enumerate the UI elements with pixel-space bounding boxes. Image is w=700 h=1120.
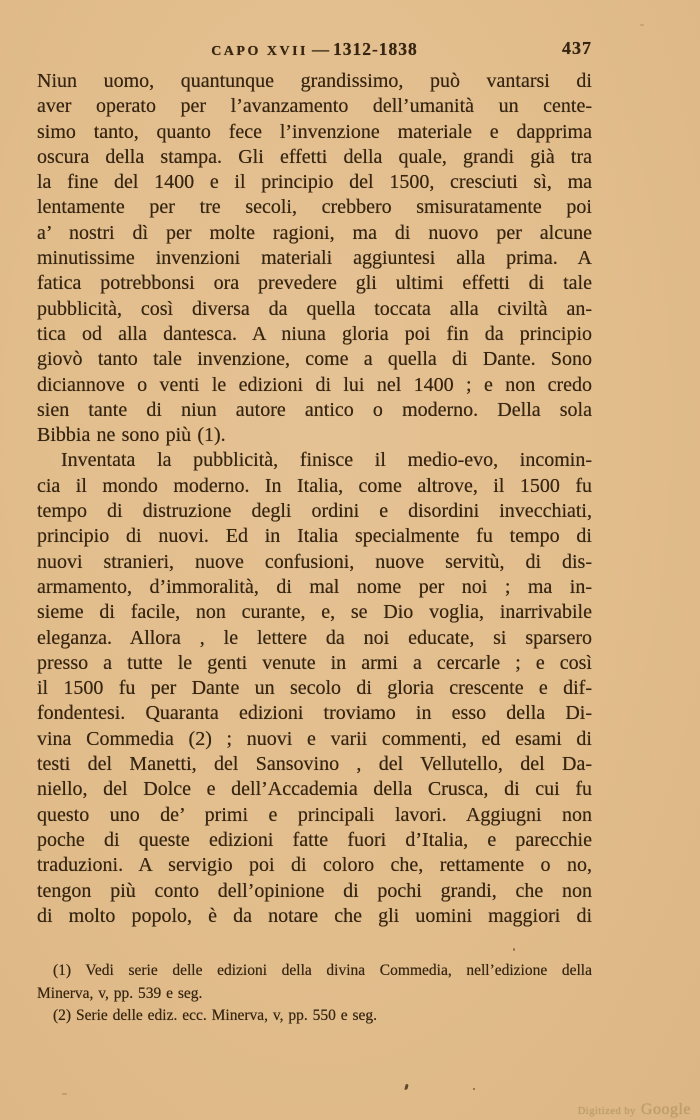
text-line: sien tante di niun autore antico o moderno. Della sola bbox=[37, 398, 592, 421]
text-line: oscura della stampa. Gli effetti della quale, grandi già tra bbox=[37, 145, 592, 168]
text-line: a’ nostri dì per molte ragioni, ma di nuovo per alcune bbox=[37, 221, 592, 244]
google-watermark bbox=[578, 1101, 691, 1119]
text-line: Minerva, v, pp. 539 e seg. bbox=[37, 984, 203, 1002]
running-title-separator: — bbox=[311, 40, 329, 59]
text-line: aver operato per l’avanzamento dell’umanità un cente- bbox=[37, 95, 592, 118]
body-text bbox=[37, 69, 592, 929]
text-line: la fine del 1400 e il principio del 1500, cresciuti sì, ma bbox=[37, 171, 592, 194]
text-line: pubblicità, così diversa da quella toccata alla civiltà an- bbox=[37, 297, 592, 320]
running-title-chapter: CAPO XVII bbox=[211, 44, 308, 59]
text-line: il 1500 fu per Dante un secolo di gloria crescente e dif- bbox=[37, 677, 592, 700]
watermark-brand: Google bbox=[640, 1101, 691, 1118]
text-line: simo tanto, quanto fece l’invenzione materiale e dapprima bbox=[37, 120, 592, 143]
page-number: 437 bbox=[562, 38, 592, 58]
text-line: traduzioni. A servigio poi di coloro che, rettamente o no, bbox=[37, 854, 592, 877]
ink-speck bbox=[62, 1093, 67, 1095]
ink-speck bbox=[473, 1088, 475, 1090]
footnotes bbox=[37, 960, 592, 1028]
watermark-prefix: Digitized by bbox=[577, 1106, 636, 1117]
ink-speck bbox=[513, 948, 515, 951]
text-line: Niun uomo, quantunque grandissimo, può vantarsi di bbox=[37, 70, 592, 92]
text-line: cia il mondo moderno. In Italia, come altrove, il 1500 fu bbox=[37, 474, 592, 497]
running-title bbox=[37, 39, 592, 60]
text-line: principio di nuovi. Ed in Italia specialmente fu tempo di bbox=[37, 525, 592, 548]
text-line: eleganza. Allora , le lettere da noi educate, si sparsero bbox=[37, 626, 592, 649]
text-line: nuovi stranieri, nuove confusioni, nuove servitù, di dis- bbox=[37, 550, 592, 573]
text-line: fondentesi. Quaranta edizioni troviamo in esso della Di- bbox=[37, 702, 592, 725]
text-line: tica od alla dantesca. A niuna gloria poi fin da principio bbox=[37, 322, 592, 345]
text-line: (2) Serie delle ediz. ecc. Minerva, v, pp. 550 e seg. bbox=[53, 1007, 378, 1024]
text-line: lentamente per tre secoli, crebbero smisuratamente poi bbox=[37, 196, 592, 219]
text-line: vina Commedia (2) ; nuovi e varii commenti, ed esami di bbox=[37, 727, 592, 750]
text-line: presso a tutte le genti venute in armi a cercarle ; e così bbox=[37, 651, 592, 674]
text-line: (1) Vedi serie delle edizioni della divina Commedia, nell’edizione della bbox=[53, 962, 592, 979]
text-line: niello, del Dolce e dell’Accademia della Crusca, di cui fu bbox=[37, 778, 592, 801]
text-line: giovò tanto tale invenzione, come a quella di Dante. Sono bbox=[37, 348, 592, 371]
text-line: Inventata la pubblicità, finisce il medio-evo, incomin- bbox=[61, 449, 592, 472]
ink-speck bbox=[404, 1084, 408, 1091]
text-line: sieme di facile, non curante, e, se Dio voglia, inarrivabile bbox=[37, 601, 592, 624]
text-line: di molto popolo, è da notare che gli uomini maggiori di bbox=[37, 904, 592, 927]
text-line: diciannove o venti le edizioni di lui nel 1400 ; e non credo bbox=[37, 373, 592, 396]
text-line: Bibbia ne sono più (1). bbox=[37, 424, 226, 447]
text-line: minutissime invenzioni materiali aggiuntesi alla prima. A bbox=[37, 247, 592, 270]
page-header bbox=[37, 39, 592, 65]
running-title-years: 1312-1838 bbox=[332, 39, 418, 59]
text-line: fatica potrebbonsi ora prevedere gli ultimi effetti di tale bbox=[37, 272, 592, 295]
ink-speck bbox=[640, 24, 644, 26]
text-line: tempo di distruzione degli ordini e disordini invecchiati, bbox=[37, 500, 592, 523]
text-line: testi del Manetti, del Sansovino , del Vellutello, del Da- bbox=[37, 753, 592, 776]
text-line: armamento, d’immoralità, di mal nome per noi ; ma in- bbox=[37, 575, 592, 598]
text-line: questo uno de’ primi e principali lavori. Aggiugni non bbox=[37, 803, 592, 826]
text-line: tengon più conto dell’opinione di pochi grandi, che non bbox=[37, 879, 592, 902]
text-line: poche di queste edizioni fatte fuori d’Italia, e parecchie bbox=[37, 828, 592, 851]
